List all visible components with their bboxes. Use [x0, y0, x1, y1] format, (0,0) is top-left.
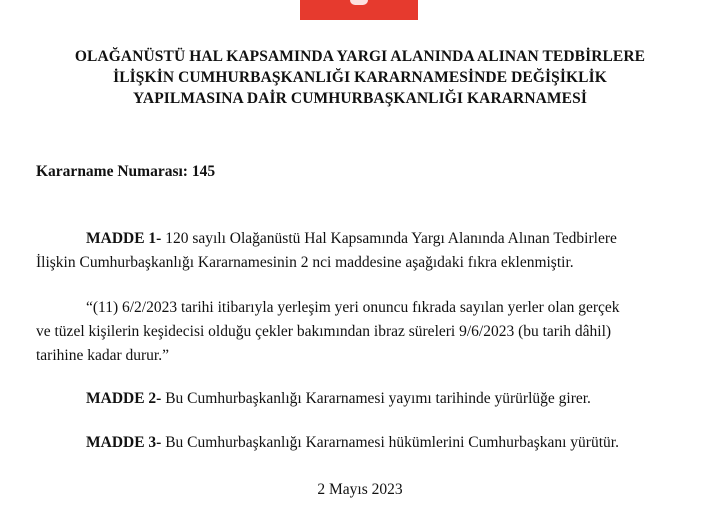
article-3-text: Bu Cumhurbaşkanlığı Kararnamesi hükümlerini Cumhurbaşkanı yürütür. [161, 434, 619, 451]
emblem-banner [300, 0, 418, 20]
article-1-text: 120 sayılı Olağanüstü Hal Kapsamında Yargı Alanında Alınan Tedbirlere [161, 230, 617, 247]
article-2 [86, 389, 591, 409]
quote-line-3: tarihine kadar durur.” [36, 347, 169, 364]
emblem-icon [350, 0, 368, 5]
article-2-heading: MADDE 2- [86, 390, 162, 407]
article-2-text: Bu Cumhurbaşkanlığı Kararnamesi yayımı tarihinde yürürlüğe girer. [161, 390, 591, 407]
title-line-2: İLİŞKİN CUMHURBAŞKANLIĞI KARARNAMESİNDE DEĞİŞİKLİK [113, 69, 607, 86]
document-title [0, 46, 720, 109]
article-1-heading: MADDE 1- [86, 230, 162, 247]
article-1-line-2: İlişkin Cumhurbaşkanlığı Kararnamesinin 2 nci maddesine aşağıdaki fıkra eklenmiştir. [36, 254, 574, 271]
decree-date: 2 Mayıs 2023 [317, 481, 403, 498]
article-3-heading: MADDE 3- [86, 434, 162, 451]
title-line-1: OLAĞANÜSTÜ HAL KAPSAMINDA YARGI ALANINDA ALINAN TEDBİRLERE [74, 48, 646, 65]
title-line-3: YAPILMASINA DAİR CUMHURBAŞKANLIĞI KARARNAMESİ [133, 90, 587, 107]
quote-line-2: ve tüzel kişilerin keşidecisi olduğu çekler bakımından ibraz süreleri 9/6/2023 (bu tarih dâhil) [36, 323, 612, 340]
article-3 [86, 433, 619, 453]
article-1-line-1 [86, 229, 617, 249]
quote-line-1: “(11) 6/2/2023 tarihi itibarıyla yerleşim yeri onuncu fıkrada sayılan yerler olan gerçek [86, 299, 620, 316]
decree-number: Kararname Numarası: 145 [36, 163, 216, 180]
